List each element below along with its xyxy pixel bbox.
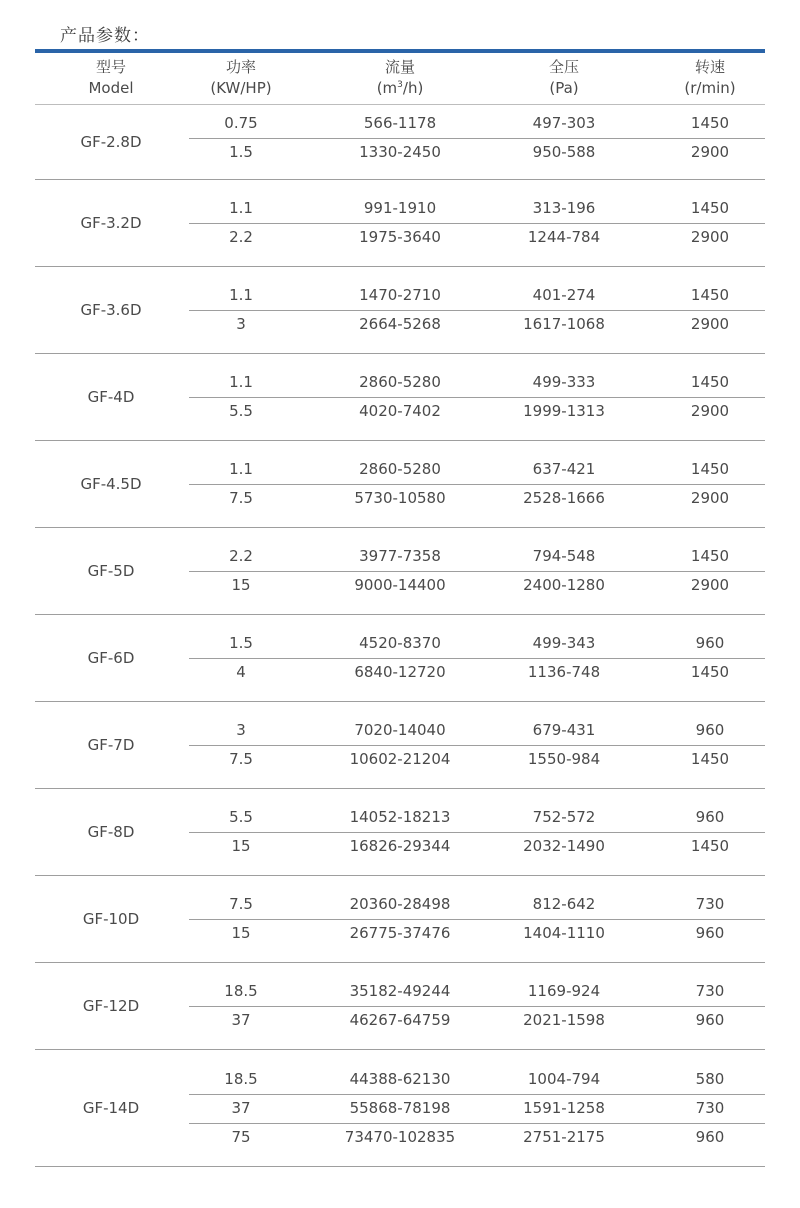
header-pressure bbox=[499, 57, 629, 99]
power-cell: 2.2 bbox=[229, 228, 253, 246]
model-group bbox=[35, 267, 765, 354]
flow-cell: 6840-12720 bbox=[354, 663, 446, 681]
model-group bbox=[35, 441, 765, 528]
flow-cell: 14052-18213 bbox=[349, 808, 451, 826]
pressure-cell: 1004-794 bbox=[527, 1069, 601, 1088]
speed-cell: 1450 bbox=[690, 663, 730, 681]
table-header bbox=[35, 53, 765, 105]
power-cell: 1.5 bbox=[229, 143, 253, 161]
pressure-cell: 637-421 bbox=[532, 460, 596, 478]
pressure-cell: 1169-924 bbox=[527, 982, 601, 1000]
pressure-cell: 679-431 bbox=[532, 721, 596, 739]
pressure-cell: 401-274 bbox=[532, 286, 596, 304]
header-flow-cn: 流量 bbox=[384, 58, 415, 76]
power-cell: 37 bbox=[231, 1011, 251, 1029]
header-flow bbox=[335, 57, 465, 99]
header-speed-en: (r/min) bbox=[684, 79, 736, 97]
table-row bbox=[189, 803, 765, 833]
speed-cell: 1450 bbox=[690, 114, 730, 132]
speed-cell: 1450 bbox=[690, 750, 730, 768]
flow-cell: 73470-102835 bbox=[344, 1127, 456, 1146]
flow-cell: 4520-8370 bbox=[359, 634, 441, 652]
pressure-cell: 1550-984 bbox=[527, 750, 601, 768]
model-group bbox=[35, 354, 765, 441]
model-name: GF-7D bbox=[87, 736, 135, 754]
table-row bbox=[189, 397, 765, 426]
speed-cell: 1450 bbox=[690, 460, 730, 478]
power-cell: 0.75 bbox=[224, 114, 258, 132]
flow-cell: 9000-14400 bbox=[354, 576, 446, 594]
power-cell: 5.5 bbox=[229, 808, 253, 826]
model-group bbox=[35, 615, 765, 702]
power-cell: 1.5 bbox=[229, 634, 253, 652]
speed-cell: 730 bbox=[695, 895, 725, 913]
header-model-cn: 型号 bbox=[95, 58, 126, 76]
model-group bbox=[35, 876, 765, 963]
pressure-cell: 2021-1598 bbox=[523, 1011, 605, 1029]
speed-cell: 960 bbox=[695, 1127, 725, 1146]
pressure-cell: 1136-748 bbox=[527, 663, 601, 681]
model-name: GF-5D bbox=[87, 562, 135, 580]
power-cell: 15 bbox=[231, 837, 251, 855]
model-name: GF-2.8D bbox=[80, 133, 142, 151]
pressure-cell: 752-572 bbox=[532, 808, 596, 826]
header-power-en: (KW/HP) bbox=[210, 79, 272, 97]
power-cell: 1.1 bbox=[229, 373, 253, 391]
pressure-cell: 1244-784 bbox=[527, 228, 601, 246]
table-row bbox=[189, 310, 765, 339]
speed-cell: 960 bbox=[695, 634, 725, 652]
speed-cell: 1450 bbox=[690, 286, 730, 304]
speed-cell: 2900 bbox=[690, 143, 730, 161]
power-cell: 7.5 bbox=[229, 750, 253, 768]
model-group bbox=[35, 528, 765, 615]
model-name: GF-10D bbox=[82, 910, 140, 928]
table-row bbox=[189, 745, 765, 774]
table-row bbox=[189, 281, 765, 311]
table-row bbox=[189, 629, 765, 659]
header-model-en: Model bbox=[88, 79, 134, 97]
model-name: GF-4D bbox=[87, 388, 135, 406]
speed-cell: 730 bbox=[695, 982, 725, 1000]
pressure-cell: 1404-1110 bbox=[523, 924, 605, 942]
model-group bbox=[35, 963, 765, 1050]
table-row bbox=[189, 223, 765, 252]
power-cell: 5.5 bbox=[229, 402, 253, 420]
model-group bbox=[35, 1050, 765, 1167]
power-cell: 7.5 bbox=[229, 895, 253, 913]
flow-cell: 2664-5268 bbox=[359, 315, 441, 333]
table-row bbox=[189, 890, 765, 920]
pressure-cell: 812-642 bbox=[532, 895, 596, 913]
flow-cell: 991-1910 bbox=[363, 199, 437, 217]
pressure-cell: 1591-1258 bbox=[523, 1098, 605, 1117]
header-model bbox=[35, 57, 187, 99]
speed-cell: 2900 bbox=[690, 315, 730, 333]
model-group bbox=[35, 789, 765, 876]
header-power-cn: 功率 bbox=[225, 58, 256, 76]
power-cell: 15 bbox=[231, 924, 251, 942]
speed-cell: 2900 bbox=[690, 402, 730, 420]
header-speed bbox=[665, 57, 755, 99]
table-row bbox=[189, 542, 765, 572]
table-row bbox=[189, 571, 765, 600]
table-row bbox=[189, 977, 765, 1007]
table-row bbox=[189, 716, 765, 746]
table-row bbox=[189, 1065, 765, 1095]
header-pressure-cn: 全压 bbox=[548, 58, 579, 76]
flow-cell: 20360-28498 bbox=[349, 895, 451, 913]
speed-cell: 960 bbox=[695, 721, 725, 739]
power-cell: 1.1 bbox=[229, 199, 253, 217]
table-row bbox=[189, 658, 765, 687]
header-speed-cn: 转速 bbox=[694, 58, 725, 76]
flow-cell: 10602-21204 bbox=[349, 750, 451, 768]
table-row bbox=[189, 1123, 765, 1152]
pressure-cell: 499-343 bbox=[532, 634, 596, 652]
table-row bbox=[189, 455, 765, 485]
power-cell: 15 bbox=[231, 576, 251, 594]
speed-cell: 1450 bbox=[690, 199, 730, 217]
speed-cell: 730 bbox=[695, 1098, 725, 1117]
flow-cell: 2860-5280 bbox=[359, 373, 441, 391]
power-cell: 18.5 bbox=[224, 1069, 258, 1088]
pressure-cell: 794-548 bbox=[532, 547, 596, 565]
flow-cell: 16826-29344 bbox=[349, 837, 451, 855]
header-power bbox=[189, 57, 293, 99]
pressure-cell: 497-303 bbox=[532, 114, 596, 132]
flow-cell: 44388-62130 bbox=[349, 1069, 451, 1088]
speed-cell: 960 bbox=[695, 808, 725, 826]
table-row bbox=[189, 484, 765, 513]
flow-cell: 7020-14040 bbox=[354, 721, 446, 739]
flow-cell: 26775-37476 bbox=[349, 924, 451, 942]
model-name: GF-8D bbox=[87, 823, 135, 841]
table-row bbox=[189, 832, 765, 861]
table-row bbox=[189, 919, 765, 948]
speed-cell: 1450 bbox=[690, 547, 730, 565]
power-cell: 3 bbox=[236, 315, 246, 333]
flow-cell: 5730-10580 bbox=[354, 489, 446, 507]
flow-cell: 2860-5280 bbox=[359, 460, 441, 478]
table-row bbox=[189, 1094, 765, 1124]
speed-cell: 960 bbox=[695, 924, 725, 942]
power-cell: 2.2 bbox=[229, 547, 253, 565]
flow-cell: 3977-7358 bbox=[359, 547, 441, 565]
model-group bbox=[35, 180, 765, 267]
power-cell: 75 bbox=[231, 1127, 251, 1146]
speed-cell: 960 bbox=[695, 1011, 725, 1029]
pressure-cell: 950-588 bbox=[532, 143, 596, 161]
power-cell: 18.5 bbox=[224, 982, 258, 1000]
speed-cell: 2900 bbox=[690, 489, 730, 507]
table-row bbox=[189, 138, 765, 167]
table-row bbox=[189, 368, 765, 398]
table-row bbox=[189, 194, 765, 224]
speed-cell: 1450 bbox=[690, 837, 730, 855]
header-pressure-en: (Pa) bbox=[549, 79, 579, 97]
power-cell: 1.1 bbox=[229, 460, 253, 478]
power-cell: 1.1 bbox=[229, 286, 253, 304]
table-row bbox=[189, 1006, 765, 1035]
model-name: GF-12D bbox=[82, 997, 140, 1015]
model-name: GF-4.5D bbox=[80, 475, 142, 493]
pressure-cell: 1999-1313 bbox=[523, 402, 605, 420]
flow-cell: 55868-78198 bbox=[349, 1098, 451, 1117]
flow-cell: 46267-64759 bbox=[349, 1011, 451, 1029]
power-cell: 7.5 bbox=[229, 489, 253, 507]
model-group bbox=[35, 702, 765, 789]
model-name: GF-14D bbox=[82, 1099, 140, 1117]
speed-cell: 580 bbox=[695, 1069, 725, 1088]
pressure-cell: 2400-1280 bbox=[523, 576, 605, 594]
flow-cell: 1330-2450 bbox=[359, 143, 441, 161]
pressure-cell: 1617-1068 bbox=[523, 315, 605, 333]
pressure-cell: 2528-1666 bbox=[523, 489, 605, 507]
section-title: 产品参数： bbox=[60, 26, 150, 46]
model-group bbox=[35, 105, 765, 180]
power-cell: 37 bbox=[231, 1098, 251, 1117]
flow-cell: 1470-2710 bbox=[359, 286, 441, 304]
model-name: GF-3.2D bbox=[80, 214, 142, 232]
flow-cell: 1975-3640 bbox=[359, 228, 441, 246]
flow-cell: 35182-49244 bbox=[349, 982, 451, 1000]
pressure-cell: 2751-2175 bbox=[523, 1127, 605, 1146]
header-flow-unit: $(m^3/h)$ bbox=[376, 79, 424, 97]
flow-cell: 566-1178 bbox=[363, 114, 437, 132]
model-name: GF-3.6D bbox=[80, 301, 142, 319]
pressure-cell: 313-196 bbox=[532, 199, 596, 217]
pressure-cell: 499-333 bbox=[532, 373, 596, 391]
speed-cell: 1450 bbox=[690, 373, 730, 391]
flow-cell: 4020-7402 bbox=[359, 402, 441, 420]
power-cell: 3 bbox=[236, 721, 246, 739]
model-name: GF-6D bbox=[87, 649, 135, 667]
speed-cell: 2900 bbox=[690, 228, 730, 246]
speed-cell: 2900 bbox=[690, 576, 730, 594]
table-row bbox=[189, 109, 765, 139]
power-cell: 4 bbox=[236, 663, 246, 681]
pressure-cell: 2032-1490 bbox=[523, 837, 605, 855]
